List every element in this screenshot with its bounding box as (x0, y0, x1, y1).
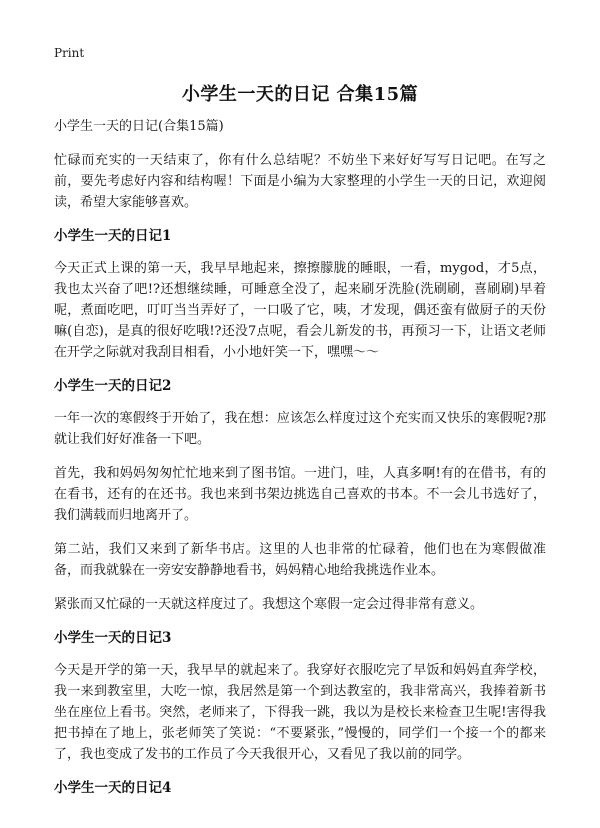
section-paragraph: 一年一次的寒假终于开始了，我在想：应该怎么样度过这个充实而又快乐的寒假呢?那就让我们好好准备一下吧。 (54, 411, 546, 447)
section-paragraph: 第二站，我们又来到了新华书店。这里的人也非常的忙碌着，他们也在为寒假做准备，而我就躲在一旁安安静静地看书，妈妈精心地给我挑选作业本。 (54, 542, 546, 578)
print-link[interactable]: Print (54, 46, 85, 60)
section-paragraph: 首先，我和妈妈匆匆忙忙地来到了图书馆。一进门，哇，人真多啊!有的在借书，有的在看书，还有的在还书。我也来到书架边挑选自己喜欢的书本。不一会儿书选好了，我们满载而归地离开了。 (54, 466, 546, 523)
document-title: 小学生一天的日记 合集15篇 (181, 84, 419, 105)
section-heading: 小学生一天的日记4 (54, 780, 172, 796)
diary-section-3 (54, 628, 546, 765)
diary-section-4 (54, 778, 546, 799)
intro-paragraph: 忙碌而充实的一天结束了，你有什么总结呢？不妨坐下来好好写写日记吧。在写之前，要先考虑好内容和结构喔！下面是小编为大家整理的小学生一天的日记，欢迎阅读，希望大家能够喜欢。 (54, 153, 546, 210)
section-paragraph: 今天是开学的第一天，我早早的就起来了。我穿好衣服吃完了早饭和妈妈直奔学校，我一来到教室里，大吃一惊，我居然是第一个到达教室的，我非常高兴，我捧着新书坐在座位上看书。突然，老师来了，下得我一跳，我以为是校长来检查卫生呢!害得我把书掉在了地上，张老师笑了笑说：“不要紧张，”慢慢的，同学们一个接一个的都来了，我也变成了发书的工作员了今天我很开心，又看见了我以前的同学。 (54, 663, 546, 762)
diary-section-1 (54, 226, 546, 363)
section-paragraph: 紧张而又忙碌的一天就这样度过了。我想这个寒假一定会过得非常有意义。 (54, 597, 484, 612)
document-body (54, 116, 546, 810)
section-heading: 小学生一天的日记3 (54, 630, 172, 646)
diary-section-2 (54, 376, 546, 615)
section-paragraph: 今天正式上课的第一天，我早早地起来，擦擦朦胧的睡眼，一看，mygod，才5点，我也太兴奋了吧!?还想继续睡，可睡意全没了，起来刷牙洗脸(洗刷刷，喜刷刷)早着呢，煮面吃吧，叮叮当当弄好了，一口吸了它，咦，才发现，偶还蛮有做厨子的天份嘛(自恋)，是真的很好吃哦!?还没7点呢，看会儿新发的书，再预习一下，让语文老师在开学之际就对我刮目相看，小小地奸笑一下，嘿嘿～～ (54, 261, 546, 360)
document-subtitle: 小学生一天的日记(合集15篇) (54, 119, 224, 134)
section-heading: 小学生一天的日记2 (54, 378, 172, 394)
section-heading: 小学生一天的日记1 (54, 228, 172, 244)
